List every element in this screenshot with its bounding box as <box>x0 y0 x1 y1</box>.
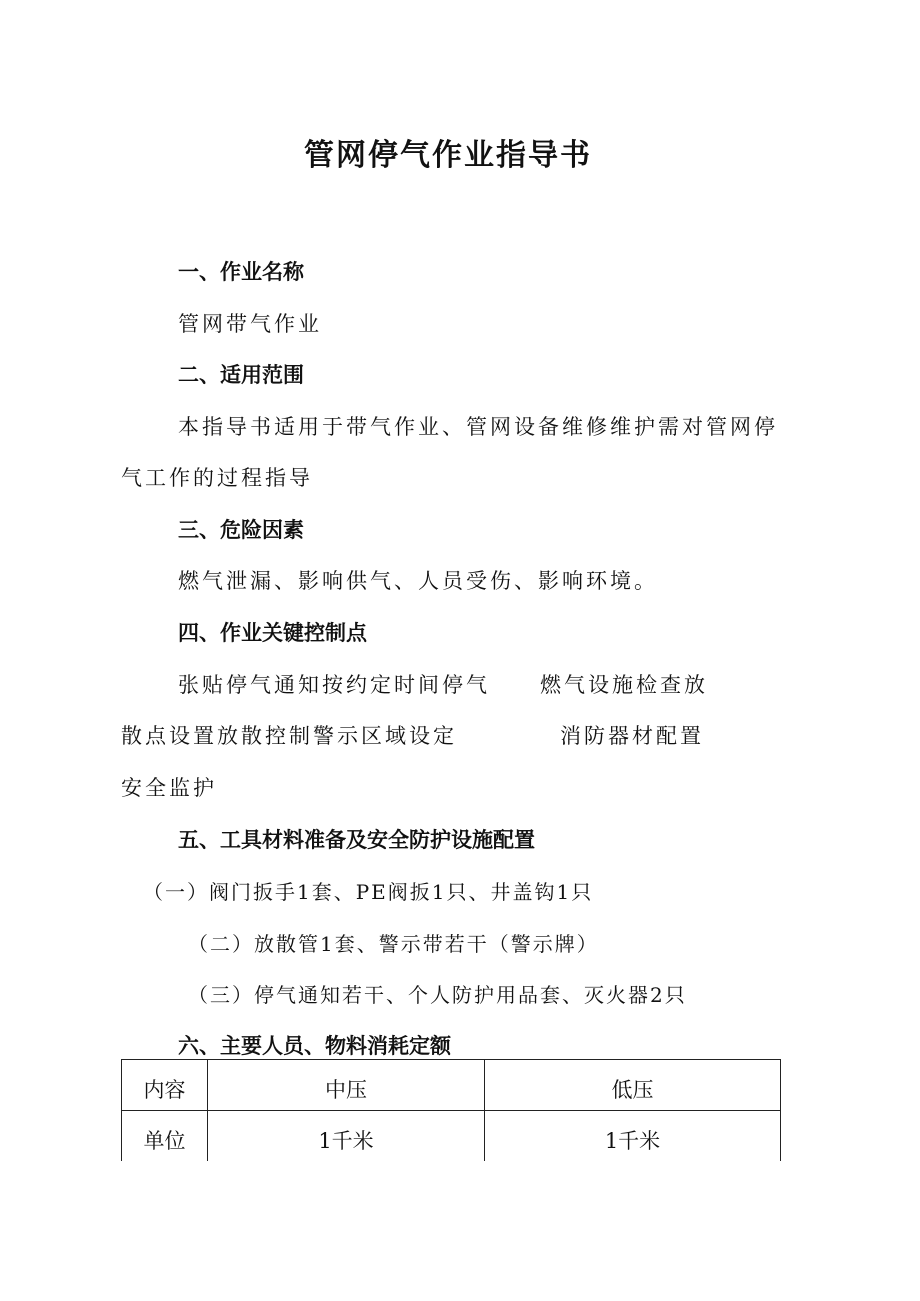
section-heading-5: 五、工具材料准备及安全防护设施配置 <box>178 828 535 852</box>
control-point-3: 散点设置放散控制警示区域设定 <box>121 724 457 748</box>
table-header-cell: 内容 <box>122 1060 208 1111</box>
table-cell: 1千米 <box>485 1111 781 1161</box>
tool-item-1: （一）阀门扳手1套、PE阀扳1只、井盖钩1只 <box>143 880 594 904</box>
table-cell: 单位 <box>122 1111 208 1161</box>
table-header-cell: 中压 <box>208 1060 485 1111</box>
tool-item-2: （二）放散管1套、警示带若干（警示牌） <box>188 932 599 956</box>
quota-table <box>121 1059 781 1161</box>
page-title: 管网停气作业指导书 <box>304 138 592 173</box>
section-2-text-line-2: 气工作的过程指导 <box>121 466 313 490</box>
control-point-5: 安全监护 <box>121 776 217 800</box>
table-header-cell: 低压 <box>485 1060 781 1111</box>
section-heading-3: 三、危险因素 <box>178 518 304 542</box>
section-heading-2: 二、适用范围 <box>178 363 304 387</box>
tool-item-3: （三）停气通知若干、个人防护用品套、灭火器2只 <box>188 983 687 1007</box>
section-heading-4: 四、作业关键控制点 <box>178 621 367 645</box>
section-heading-1: 一、作业名称 <box>178 260 304 284</box>
section-1-text: 管网带气作业 <box>178 312 322 336</box>
control-point-1: 张贴停气通知按约定时间停气 <box>178 673 490 697</box>
control-point-4: 消防器材配置 <box>560 724 704 748</box>
section-heading-6: 六、主要人员、物料消耗定额 <box>178 1034 451 1058</box>
control-point-2: 燃气设施检查放 <box>540 673 708 697</box>
section-3-text: 燃气泄漏、影响供气、人员受伤、影响环境。 <box>178 569 658 593</box>
table-cell: 1千米 <box>208 1111 485 1161</box>
table-header-row <box>122 1060 781 1111</box>
section-2-text-line-1: 本指导书适用于带气作业、管网设备维修维护需对管网停 <box>178 415 778 439</box>
table-row <box>122 1111 781 1161</box>
